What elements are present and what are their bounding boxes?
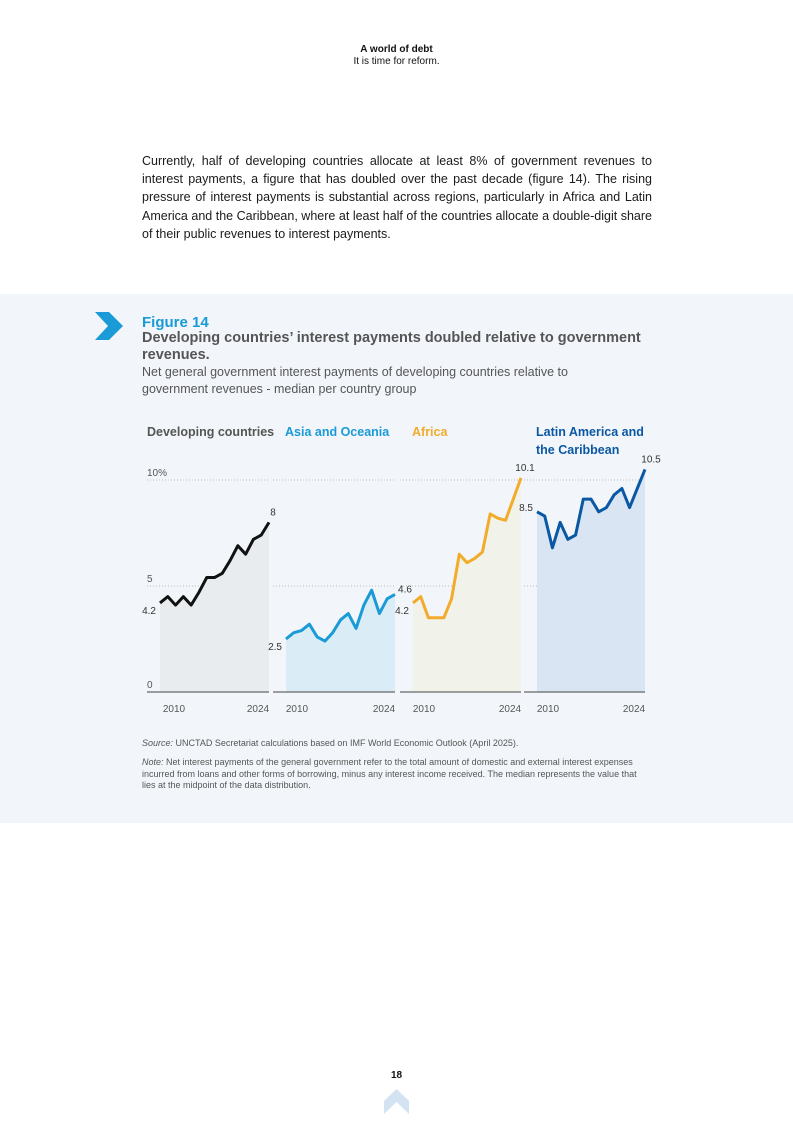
data-label-end: 10.5 xyxy=(641,454,661,466)
series-area xyxy=(286,590,395,692)
data-label-start: 2.5 xyxy=(268,642,282,653)
x-tick-label: 2024 xyxy=(372,704,396,715)
x-tick-label: 2024 xyxy=(498,704,522,715)
y-tick-label: 10% xyxy=(147,468,168,479)
figure-subtitle: Net general government interest payments of developing countries relative to government revenues - median per country group xyxy=(142,365,568,396)
x-tick-label: 2024 xyxy=(622,704,646,715)
running-header-title: A world of debt xyxy=(360,44,433,55)
source-label: Source: xyxy=(142,738,174,748)
chart-panel-1 xyxy=(147,480,269,692)
series-area xyxy=(160,522,269,692)
data-label-start: 8.5 xyxy=(519,502,533,514)
note-label: Note: xyxy=(142,757,164,767)
data-label-end: 8 xyxy=(270,507,276,519)
y-tick-label: 5 xyxy=(147,574,153,585)
x-tick-label: 2010 xyxy=(285,704,309,715)
figure-note xyxy=(142,757,652,792)
note-text: Net interest payments of the general government refer to the total amount of domestic and external interest expenses incurred from loans and other forms of borrowing, minus any interest income received. The median represents the value that lies at the midpoint of the data distribution. xyxy=(142,757,637,790)
page-number: 18 xyxy=(390,1070,403,1081)
chart-panel-2 xyxy=(273,480,395,692)
panel-title-line: the Caribbean xyxy=(536,443,620,457)
data-label-start: 4.2 xyxy=(395,605,409,617)
data-label-start: 4.2 xyxy=(142,605,156,617)
figure-label: Figure 14 xyxy=(142,314,209,331)
small-multiples-chart xyxy=(0,410,793,720)
x-tick-label: 2024 xyxy=(246,704,270,715)
chevron-right-icon xyxy=(93,312,123,340)
data-label-end: 10.1 xyxy=(515,462,535,474)
series-area xyxy=(413,478,521,692)
x-tick-label: 2010 xyxy=(412,704,436,715)
panel-title-line: Latin America and xyxy=(536,425,644,439)
figure-source xyxy=(142,737,652,749)
y-tick-label: 0 xyxy=(147,680,153,691)
chart-panel-4 xyxy=(524,469,645,692)
running-header xyxy=(0,44,793,68)
source-text: UNCTAD Secretariat calculations based on IMF World Economic Outlook (April 2025). xyxy=(173,738,519,748)
running-header-subtitle: It is time for reform. xyxy=(353,56,440,67)
panel-title: Developing countries xyxy=(147,425,275,439)
intro-paragraph: Currently, half of developing countries allocate at least 8% of government revenues to interest payments, a figure that has doubled over the past decade (figure 14). The rising pressure of interest payments is substantial across regions, particularly in Africa and Latin America and the Caribbean, where at least half of the countries allocate a double-digit share of their public revenues to interest payments. xyxy=(142,154,652,241)
panel-title: Asia and Oceania xyxy=(285,425,390,439)
panel-title: Africa xyxy=(412,425,448,439)
figure-title: Developing countries’ interest payments doubled relative to government revenues. xyxy=(142,330,641,363)
data-label-end: 4.6 xyxy=(398,584,412,596)
chart-panel-3 xyxy=(400,478,521,692)
x-tick-label: 2010 xyxy=(536,704,560,715)
x-tick-label: 2010 xyxy=(162,704,186,715)
back-to-top-arrow-icon[interactable] xyxy=(384,1089,409,1114)
